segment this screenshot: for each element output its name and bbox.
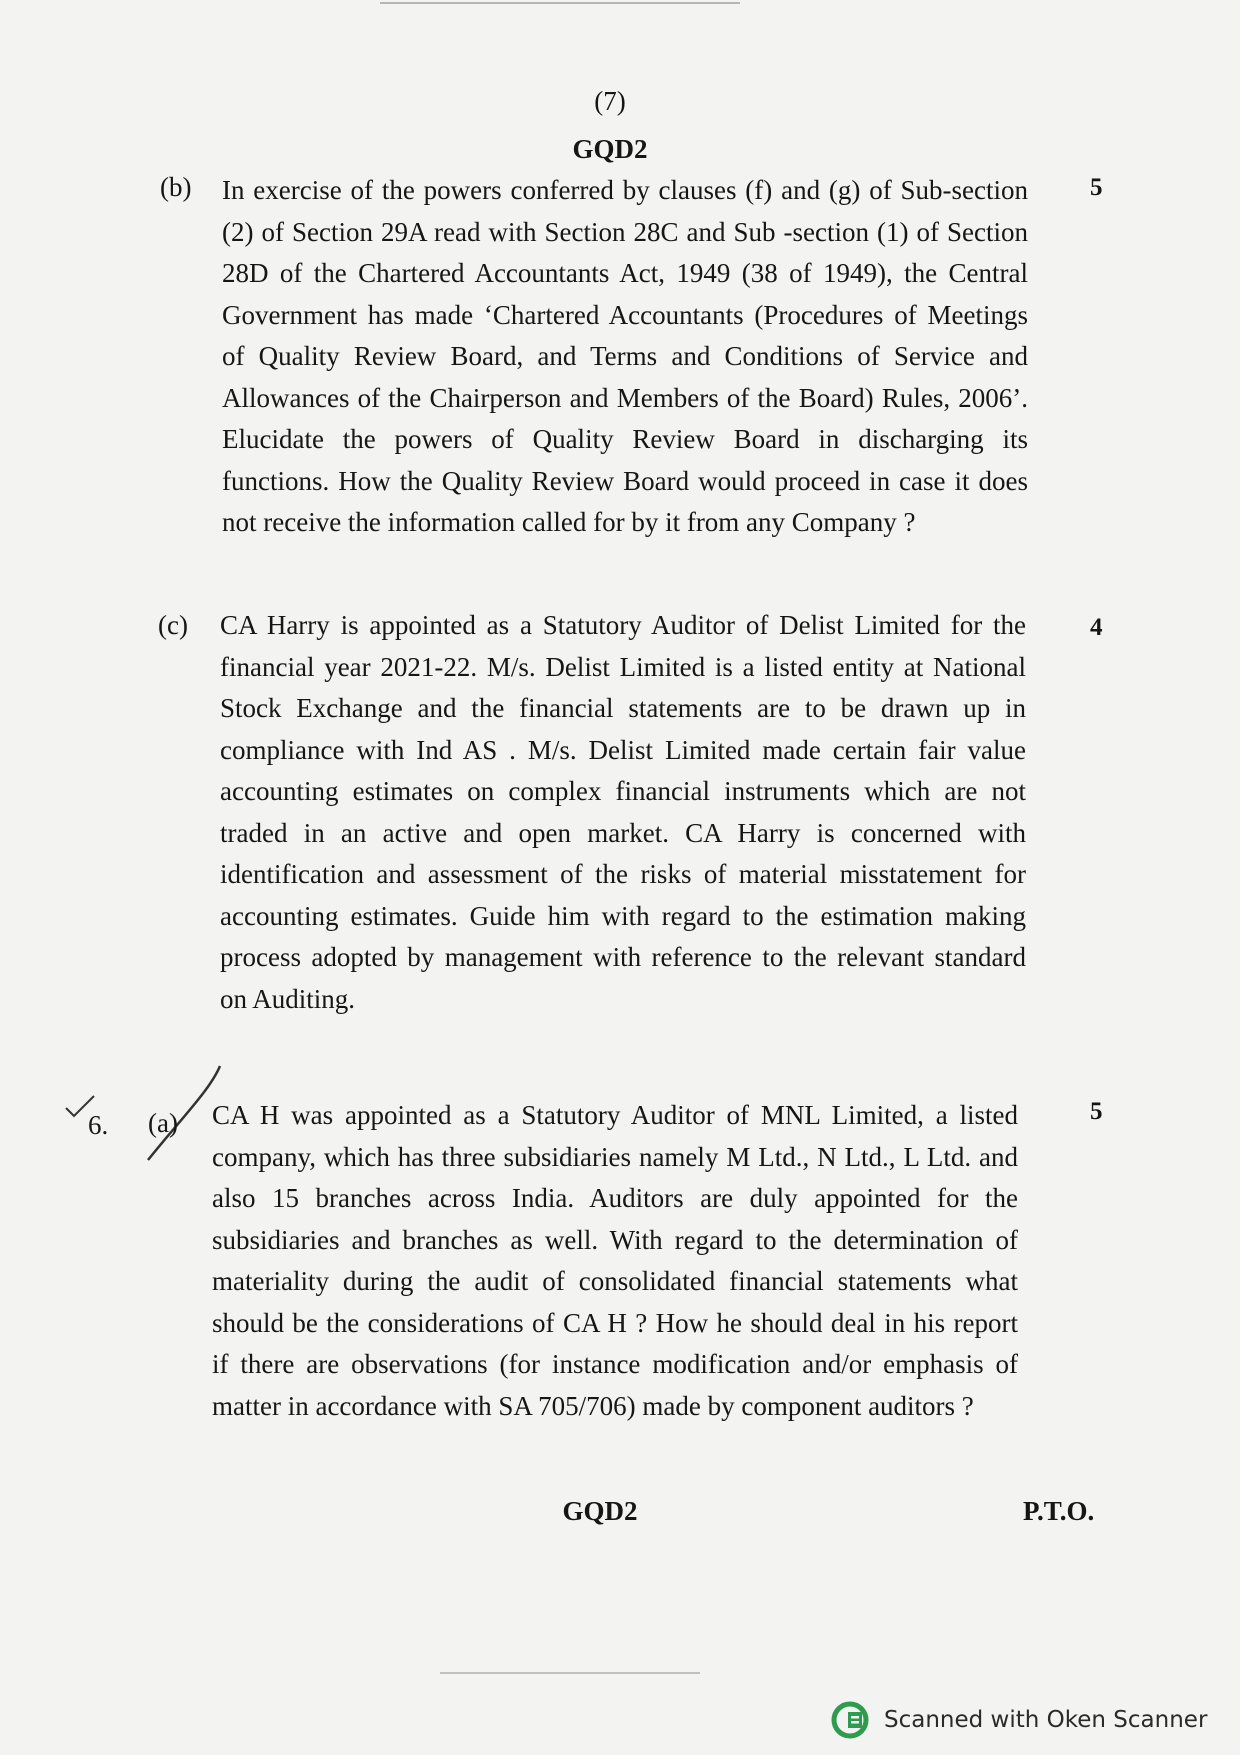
question-label-b: (b) [160, 172, 192, 202]
question-label-c: (c) [158, 610, 188, 640]
question-marks-c: 4 [1090, 614, 1103, 641]
top-edge-line [380, 2, 740, 4]
scanner-watermark [830, 1700, 1207, 1740]
question-number-6: 6. [88, 1110, 109, 1140]
please-turn-over: P.T.O. [1023, 1496, 1095, 1526]
question-text-6a: CA H was appointed as a Statutory Auditor of MNL Limited, a listed company, which has three subsidiaries namely M Ltd., N Ltd., L Ltd. and also 15 branches across India. Auditors are duly appointed for the subsidiaries and branches as well. With regard to the determination of materiality during the audit of consolidated financial statements what should be the considerations of CA H ? How he should deal in his report if there are observations (for instance modification and/or emphasis of matter in accordance with SA 705/706) made by component auditors ? [212, 1100, 1018, 1421]
scanner-watermark-text: Scanned with Oken Scanner [884, 1707, 1208, 1733]
question-text-c: CA Harry is appointed as a Statutory Auditor of Delist Limited for the financial year 2021-22. M/s. Delist Limited is a listed entity at National Stock Exchange and the financial statements are to be drawn up in compliance with Ind AS . M/s. Delist Limited made certain fair value accounting estimates on complex financial instruments which are not traded in an active and open market. CA Harry is concerned with identification and assessment of the risks of material misstatement for accounting estimates. Guide him with regard to the estimation making process adopted by management with reference to the relevant standard on Auditing. [220, 610, 1026, 1014]
paper-code-top: GQD2 [572, 134, 648, 164]
scanner-logo-icon [830, 1700, 870, 1740]
question-label-6a: (a) [148, 1108, 178, 1138]
question-marks-b: 5 [1090, 174, 1103, 201]
page-number: (7) [594, 86, 626, 116]
bottom-edge-line [440, 1672, 700, 1674]
question-text-b: In exercise of the powers conferred by clauses (f) and (g) of Sub-section (2) of Section 29A read with Section 28C and Sub -section (1) of Section 28D of the Chartered Accountants Act, 1949 (38 of 1949), the Central Government has made ‘Chartered Accountants (Procedures of Meetings of Quality Review Board, and Terms and Conditions of Service and Allowances of the Chairperson and Members of the Board) Rules, 2006’. Elucidate the powers of Quality Review Board in discharging its functions. How the Quality Review Board would proceed in case it does not receive the information called for by it from any Company ? [222, 175, 1028, 537]
question-marks-6a: 5 [1090, 1098, 1103, 1125]
paper-code-bottom: GQD2 [562, 1496, 638, 1526]
